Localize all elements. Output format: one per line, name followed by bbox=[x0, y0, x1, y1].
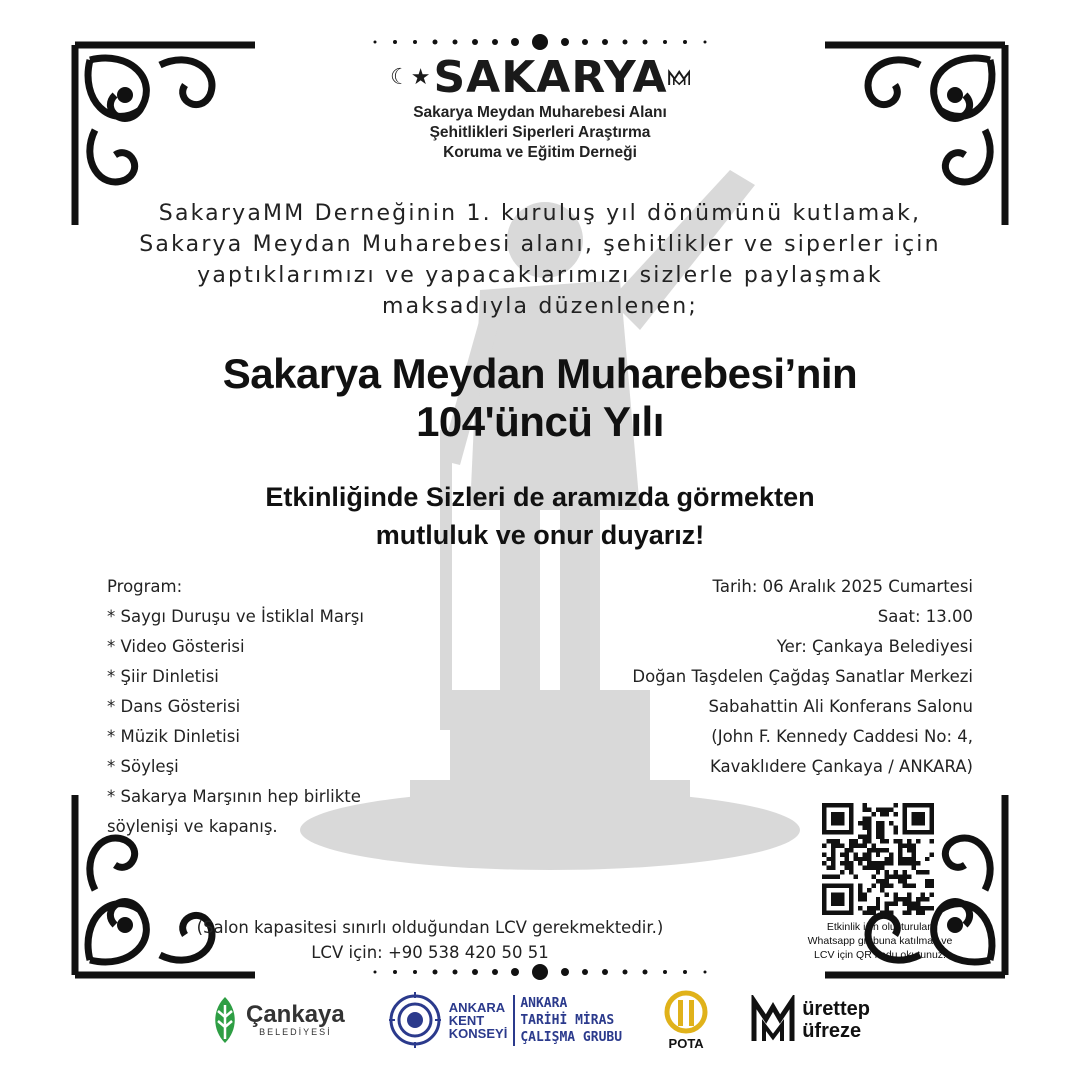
kent-konseyi-emblem-icon bbox=[387, 990, 443, 1050]
event-venue: Doğan Taşdelen Çağdaş Sanatlar Merkezi bbox=[632, 667, 973, 686]
subtitle-line-1: Etkinliğinde Sizleri de aramızda görmekten bbox=[265, 482, 815, 512]
program-item: * Dans Gösterisi bbox=[107, 697, 241, 716]
atm-line-1: ANKARA bbox=[520, 995, 568, 1011]
cankaya-name: Çankaya bbox=[246, 1001, 345, 1028]
cankaya-sub: BELEDİYESİ bbox=[259, 1027, 332, 1037]
program-item: * Sakarya Marşının hep birlikte bbox=[107, 787, 361, 806]
mm-line-1: ürettep bbox=[802, 998, 870, 1020]
top-dot-divider bbox=[370, 32, 710, 52]
program-item: * Müzik Dinletisi bbox=[107, 727, 240, 746]
qr-note-line: Etkinlik için oluşturulan bbox=[826, 921, 934, 933]
rsvp-info bbox=[150, 915, 710, 965]
event-time: Saat: 13.00 bbox=[877, 607, 973, 626]
logo-line-1: Sakarya Meydan Muharebesi Alanı bbox=[413, 104, 667, 121]
bottom-dot-divider bbox=[370, 962, 710, 982]
intro-line: SakaryaMM Derneğinin 1. kuruluş yıl dönümünü kutlamak, bbox=[158, 201, 922, 226]
leaf-icon bbox=[210, 995, 240, 1045]
program-list bbox=[107, 572, 407, 842]
event-details bbox=[560, 572, 973, 782]
atm-line-2: TARİHİ MİRAS bbox=[520, 1012, 615, 1028]
rsvp-phone: LCV için: +90 538 420 50 51 bbox=[311, 943, 549, 962]
intro-line: Sakarya Meydan Muharebesi alanı, şehitlikler ve siperler için bbox=[139, 232, 941, 257]
intro-line: maksadıyla düzenlenen; bbox=[381, 294, 699, 319]
mm-line-2: üfreze bbox=[802, 1020, 862, 1042]
intro-line: yaptıklarımızı ve yapacaklarımızı sizlerle paylaşmak bbox=[197, 263, 883, 288]
qr-note-line: Whatsapp grubuna katılmak ve bbox=[807, 935, 953, 947]
subtitle-line-2: mutluluk ve onur duyarız! bbox=[375, 520, 705, 550]
qr-code[interactable] bbox=[822, 803, 934, 915]
rsvp-note: (Salon kapasitesi sınırlı olduğundan LCV gerekmektedir.) bbox=[196, 918, 664, 937]
qr-note-line: LCV için QR kodu okutunuz! bbox=[814, 949, 946, 961]
sakaryamm-logo bbox=[390, 52, 690, 177]
qr-instructions bbox=[790, 920, 970, 962]
akk-line-3: KONSEYİ bbox=[448, 1025, 508, 1041]
event-place: Yer: Çankaya Belediyesi bbox=[776, 637, 973, 656]
atm-line-3: ÇALIŞMA GRUBU bbox=[520, 1029, 623, 1045]
crescent-star-icon: ☾★ bbox=[390, 65, 432, 90]
logo-line-3: Koruma ve Eğitim Derneği bbox=[443, 144, 637, 161]
logo-wordmark bbox=[390, 52, 690, 103]
mm-emblem-icon bbox=[750, 995, 796, 1045]
logo-word: SAKARYA bbox=[433, 52, 668, 103]
akk-line-2: KENT bbox=[448, 1012, 485, 1028]
title-line-1: Sakarya Meydan Muharebesi’nin bbox=[222, 350, 858, 397]
program-item: söylenişi ve kapanış. bbox=[107, 817, 278, 836]
event-title bbox=[90, 350, 990, 446]
mm-monogram-icon bbox=[668, 58, 690, 98]
event-hall: Sabahattin Ali Konferans Salonu bbox=[708, 697, 973, 716]
program-item: * Saygı Duruşu ve İstiklal Marşı bbox=[107, 607, 364, 626]
intro-paragraph bbox=[110, 198, 970, 322]
ankara-tarihi-miras-logo bbox=[513, 995, 622, 1046]
invitation-message bbox=[120, 478, 960, 554]
akk-line-1: ANKARA bbox=[448, 999, 506, 1015]
cankaya-belediyesi-logo bbox=[210, 995, 345, 1045]
title-line-2: 104'üncü Yılı bbox=[416, 398, 664, 445]
program-item: * Video Gösterisi bbox=[107, 637, 245, 656]
ankara-kent-konseyi-logo bbox=[387, 990, 622, 1050]
logo-line-2: Şehitlikleri Siperleri Araştırma bbox=[429, 124, 651, 141]
pota-emblem-icon bbox=[664, 990, 708, 1036]
event-address-line-2: Kavaklıdere Çankaya / ANKARA) bbox=[709, 757, 973, 776]
murettep-mufreze-logo bbox=[750, 995, 870, 1045]
pota-text: POTA bbox=[668, 1035, 704, 1051]
program-heading: Program: bbox=[107, 577, 183, 596]
partner-logos bbox=[210, 985, 870, 1055]
program-item: * Söyleşi bbox=[107, 757, 179, 776]
pota-logo bbox=[664, 990, 708, 1051]
event-address-line-1: (John F. Kennedy Caddesi No: 4, bbox=[711, 727, 973, 746]
event-date: Tarih: 06 Aralık 2025 Cumartesi bbox=[712, 577, 973, 596]
program-item: * Şiir Dinletisi bbox=[107, 667, 219, 686]
